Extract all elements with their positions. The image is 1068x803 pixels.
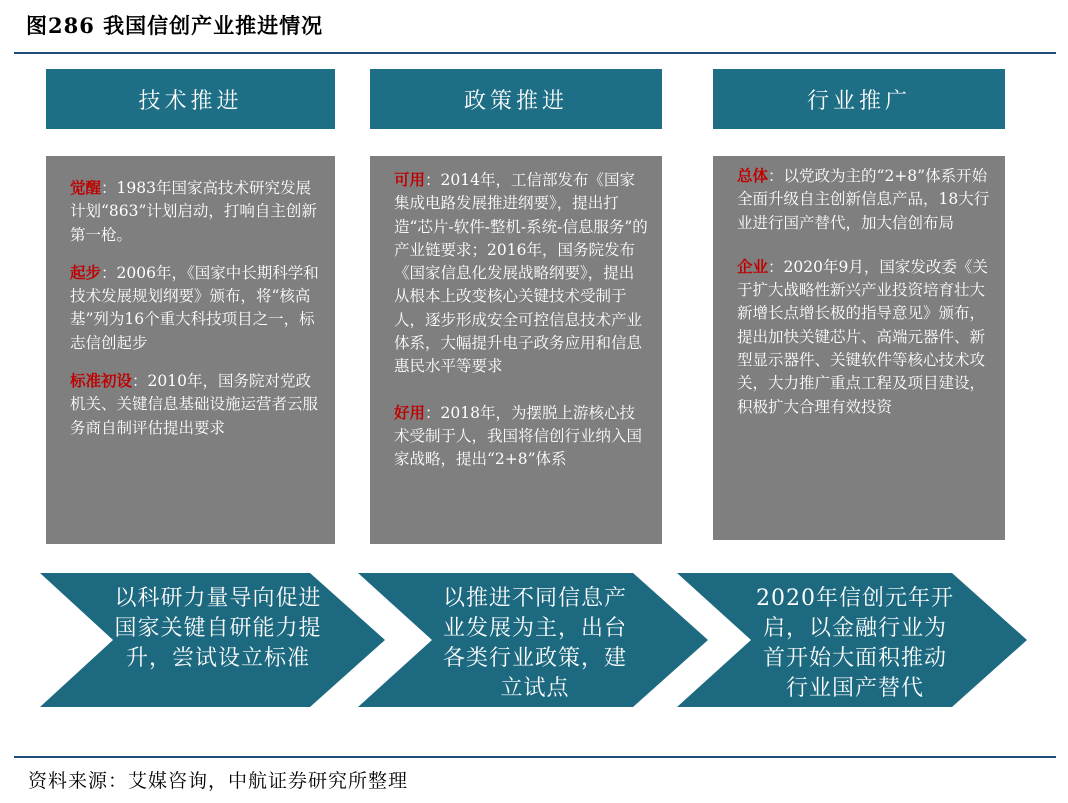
arrow-text-tech: 以科研力量导向促进国家关键自研能力提升，尝试设立标准 <box>114 586 322 671</box>
section-overall <box>737 164 991 235</box>
lead-label: 可用 <box>394 170 426 189</box>
section-usable <box>394 168 648 379</box>
section-easy-to-use <box>394 401 648 472</box>
section-text: ：2018年，为摆脱上游核心技术受制于人，我国将信创行业纳入国家战略，提出“2+8”体系 <box>394 403 643 469</box>
figure-title: 图286 我国信创产业推进情况 <box>26 13 324 38</box>
top-rule <box>14 52 1056 54</box>
panel-tech <box>46 156 335 544</box>
lead-label: 起步 <box>70 262 102 282</box>
panel-policy <box>370 156 662 544</box>
section-text: ：1983年国家高技术研究发展计划“863”计划启动，打响自主创新第一枪。 <box>70 179 317 244</box>
section-awakening <box>70 176 321 247</box>
section-text: ：2014年，工信部发布《国家集成电路发展推进纲要》，提出打造“芯片-软件-整机-系统-信息服务”的产业链要求；2016年，国务院发布《国家信息化发展战略纲要》，提出从根本上改变核心关键技术受制于人，逐步形成安全可控信息技术产业体系，大幅提升电子政务应用和信息惠民水平等要求 <box>394 171 648 376</box>
lead-label: 好用 <box>394 402 426 422</box>
arrow-text-policy: 以推进不同信息产业发展为主，出台各类行业政策，建立试点 <box>442 586 627 701</box>
section-text: ：2010年，国务院对党政机关、关键信息基础设施运营者云服务商自制评估提出要求 <box>70 372 319 437</box>
bottom-rule <box>14 756 1056 758</box>
header-tech: 技术推进 <box>46 69 335 129</box>
lead-label: 觉醒 <box>70 178 102 197</box>
lead-label: 总体 <box>737 166 769 185</box>
lead-label: 标准初设 <box>70 371 133 391</box>
section-standard <box>70 369 321 440</box>
section-text: ：2006年，《国家中长期科学和技术发展规划纲要》颁布，将“核高基”列为16个重大科技项目之一，标志信创起步 <box>70 263 319 352</box>
section-enterprise <box>737 255 991 419</box>
header-industry: 行业推广 <box>713 69 1005 129</box>
panel-industry <box>713 156 1005 540</box>
source-note: 资料来源：艾媒咨询，中航证券研究所整理 <box>28 770 409 792</box>
header-policy: 政策推进 <box>370 69 662 129</box>
section-text: ：以党政为主的“2+8”体系开始全面升级自主创新信息产品，18大行业进行国产替代，加大信创布局 <box>737 167 990 232</box>
lead-label: 企业 <box>737 256 769 276</box>
section-start <box>70 261 321 355</box>
section-text: ：2020年9月，国家发改委《关于扩大战略性新兴产业投资培育壮大新增长点增长极的指导意见》颁布，提出加快关键芯片、高端元器件、新型显示器件、关键软件等核心技术攻关，大力推广重点工程及项目建设，积极扩大合理有效投资 <box>737 257 988 416</box>
arrow-text-industry: 2020年信创元年开启，以金融行业为首开始大面积推动行业国产替代 <box>756 586 954 701</box>
